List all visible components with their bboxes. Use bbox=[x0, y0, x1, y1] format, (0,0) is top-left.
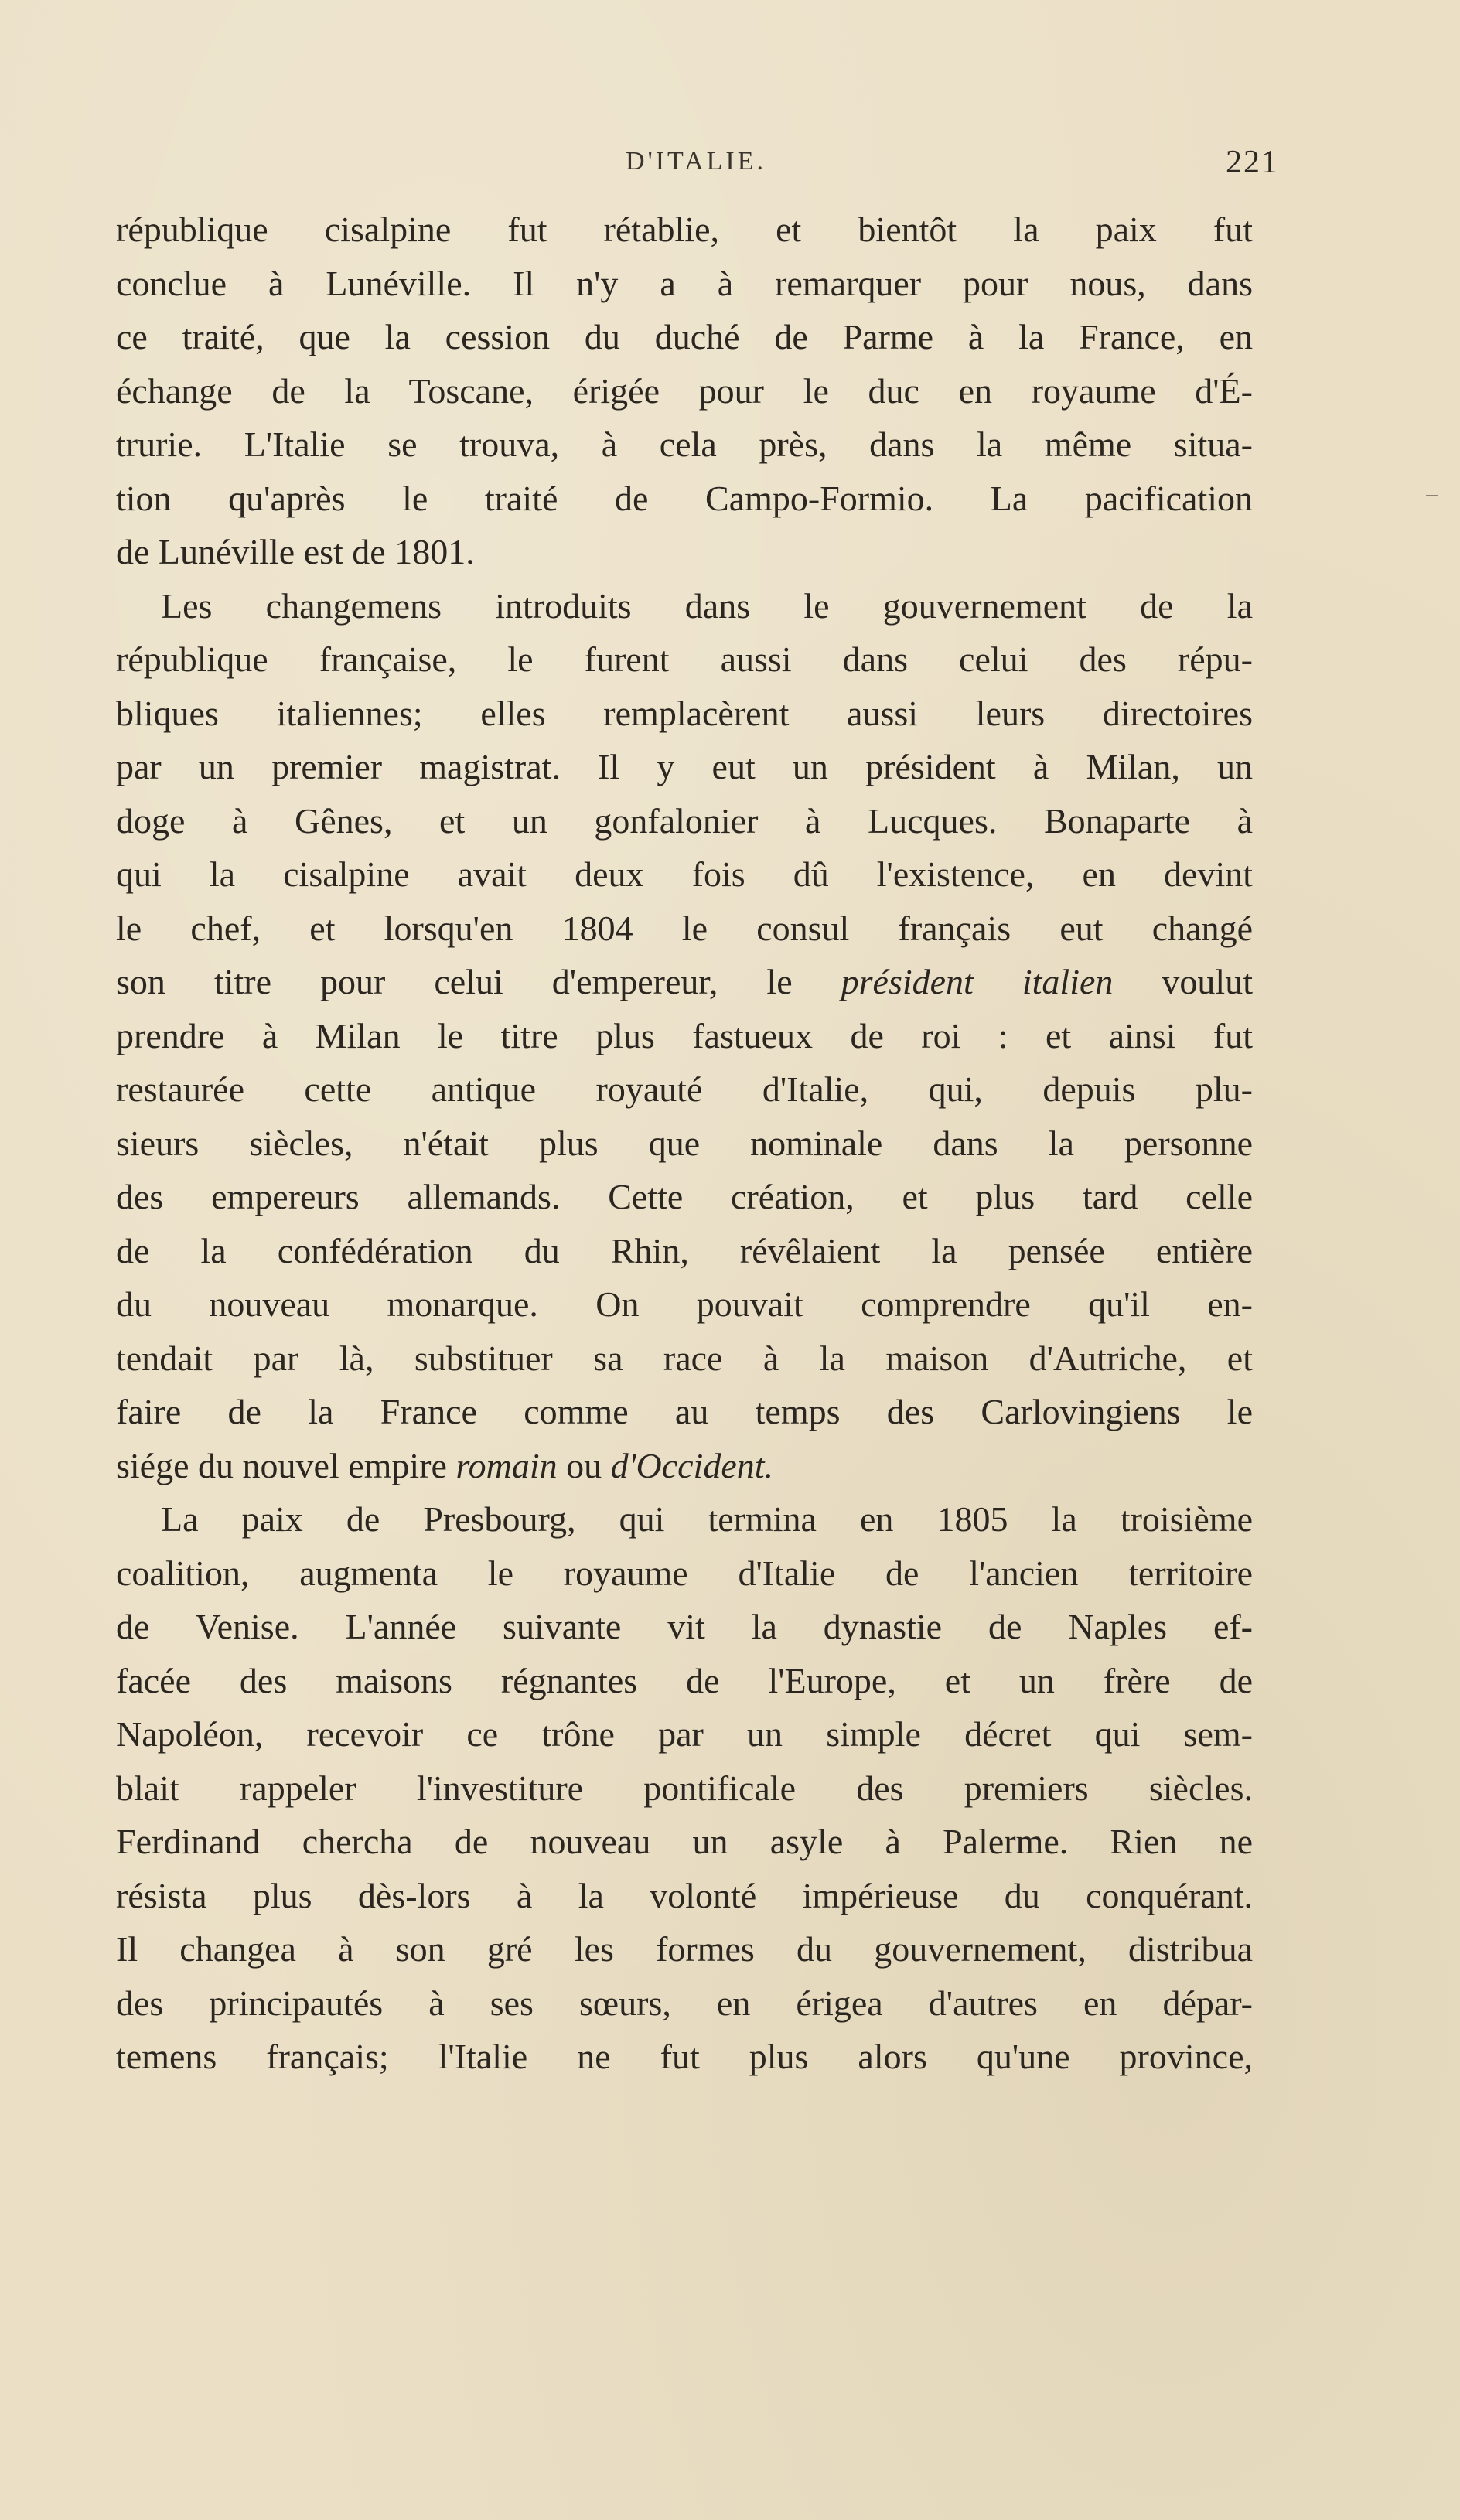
text-line: Ferdinand chercha de nouveau un asyle à Palerme. Rien ne bbox=[116, 1822, 1253, 1861]
text-line: facée des maisons régnantes de l'Europe, et un frère de bbox=[116, 1660, 1253, 1700]
text-line bbox=[116, 955, 1253, 1009]
text-line: ce traité, que la cession du duché de Parme à la France, en bbox=[116, 317, 1253, 356]
text-line: coalition, augmenta le royaume d'Italie de l'ancien territoire bbox=[116, 1553, 1253, 1593]
text-line: du nouveau monarque. On pouvait comprendre qu'il en- bbox=[116, 1284, 1253, 1324]
page-number: 221 bbox=[1226, 145, 1279, 180]
text-line: bliques italiennes; elles remplacèrent aussi leurs directoires bbox=[116, 693, 1253, 733]
running-title: D'ITALIE. bbox=[626, 147, 766, 176]
text-line: temens français; l'Italie ne fut plus alors qu'une province, bbox=[116, 2037, 1253, 2076]
text-line: tendait par là, substituer sa race à la maison d'Autriche, et bbox=[116, 1338, 1253, 1378]
text-line: sieurs siècles, n'était plus que nominale dans la personne bbox=[116, 1123, 1253, 1163]
text-segment: son titre pour celui d'empereur, le bbox=[116, 962, 841, 1001]
paragraph-start: La paix de Presbourg, qui termina en 1805 la troisième bbox=[161, 1499, 1253, 1539]
text-line: doge à Gênes, et un gonfalonier à Lucques. Bonaparte à bbox=[116, 800, 1253, 841]
text-line: faire de la France comme au temps des Carlovingiens le bbox=[116, 1392, 1253, 1431]
text-line: trurie. L'Italie se trouva, à cela près, dans la même situa- bbox=[116, 425, 1253, 464]
text-line: de la confédération du Rhin, révêlaient la pensée entière bbox=[116, 1230, 1253, 1270]
text-line: Napoléon, recevoir ce trône par un simple décret qui sem- bbox=[116, 1714, 1253, 1754]
italic-word: d'Occident. bbox=[610, 1445, 774, 1485]
text-line: république cisalpine fut rétablie, et bientôt la paix fut bbox=[116, 210, 1253, 249]
margin-mark bbox=[1426, 495, 1438, 496]
text-line bbox=[116, 1439, 1253, 1493]
text-line: de Lunéville est de 1801. bbox=[116, 532, 475, 571]
page-header bbox=[116, 145, 1279, 193]
body-text bbox=[116, 203, 1253, 2084]
text-segment: ou bbox=[557, 1445, 611, 1485]
text-line: des empereurs allemands. Cette création, et plus tard celle bbox=[116, 1177, 1253, 1216]
text-line: restaurée cette antique royauté d'Italie, qui, depuis plu- bbox=[116, 1069, 1253, 1109]
italic-phrase: président italien bbox=[841, 962, 1114, 1001]
text-line: échange de la Toscane, érigée pour le duc en royaume d'É- bbox=[116, 370, 1253, 411]
text-line: de Venise. L'année suivante vit la dynastie de Naples ef- bbox=[116, 1607, 1253, 1646]
text-line: des principautés à ses sœurs, en érigea d'autres en dépar- bbox=[116, 1983, 1253, 2023]
text-line: par un premier magistrat. Il y eut un président à Milan, un bbox=[116, 747, 1253, 786]
text-segment: voulut bbox=[1113, 962, 1253, 1001]
text-line: le chef, et lorsqu'en 1804 le consul français eut changé bbox=[116, 908, 1253, 948]
text-line: blait rappeler l'investiture pontificale des premiers siècles. bbox=[116, 1768, 1253, 1808]
paragraph-start: Les changemens introduits dans le gouvernement de la bbox=[161, 585, 1253, 626]
text-line: prendre à Milan le titre plus fastueux de roi : et ainsi fut bbox=[116, 1015, 1253, 1055]
text-line: république française, le furent aussi dans celui des répu- bbox=[116, 639, 1253, 679]
text-line: résista plus dès-lors à la volonté impérieuse du conquérant. bbox=[116, 1875, 1253, 1915]
text-line: Il changea à son gré les formes du gouvernement, distribua bbox=[116, 1929, 1253, 1969]
text-line: qui la cisalpine avait deux fois dû l'existence, en devint bbox=[116, 854, 1253, 894]
text-line: tion qu'après le traité de Campo-Formio. La pacification bbox=[116, 478, 1253, 518]
text-segment: siége du nouvel empire bbox=[116, 1445, 456, 1485]
text-line: conclue à Lunéville. Il n'y a à remarquer pour nous, dans bbox=[116, 263, 1253, 303]
italic-word: romain bbox=[455, 1445, 558, 1485]
